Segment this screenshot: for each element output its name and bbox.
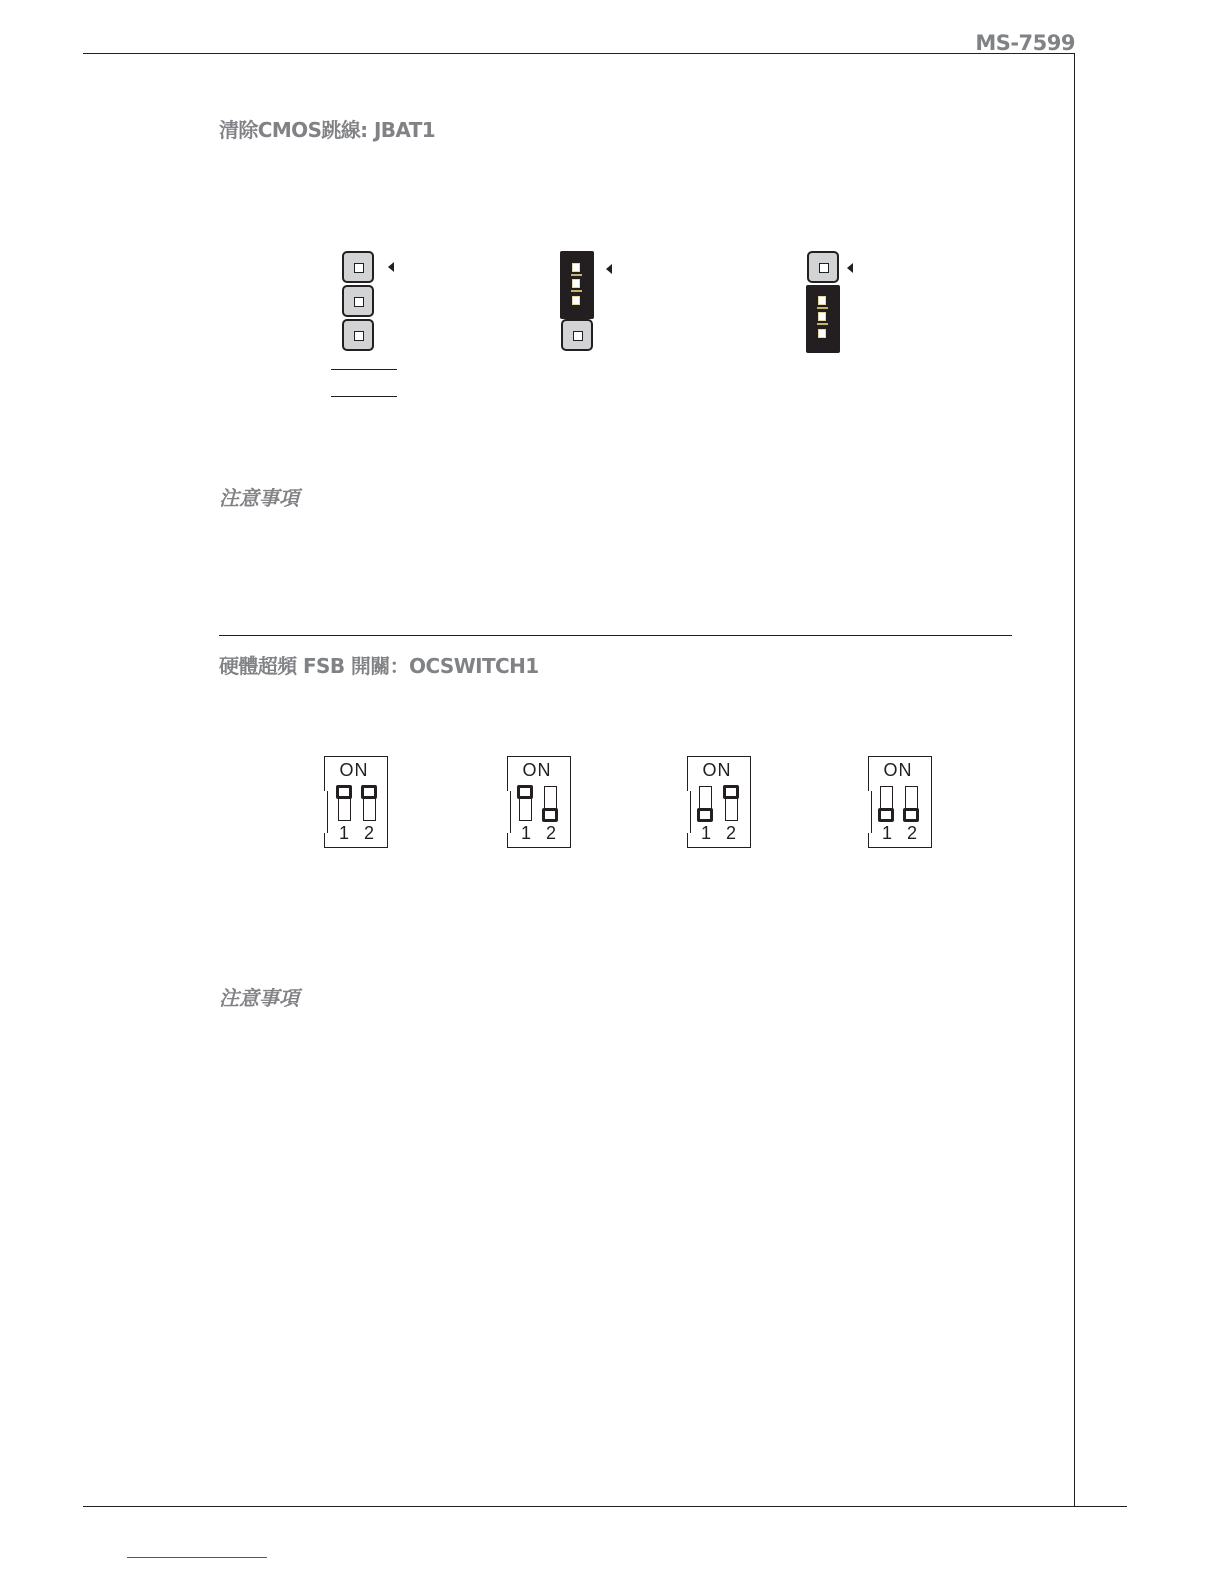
dip-switch-1on-2off (507, 756, 571, 848)
dip-switch-both-on (324, 756, 388, 848)
footer-link-underline[interactable] (127, 1557, 267, 1558)
dip-number-1: 1 (882, 823, 893, 843)
jumper-1-2-capped (560, 251, 620, 361)
jumper-open-underline-bottom (331, 396, 397, 397)
jumper-pin-3 (342, 319, 374, 351)
jumper-pin-1 (807, 251, 839, 283)
dip-knob-off (697, 808, 713, 822)
jumper-open-underline-top (331, 369, 397, 370)
jumper-pin-1 (342, 251, 374, 283)
dip-number-1: 1 (339, 823, 350, 843)
page-edge-rule (1074, 53, 1075, 1507)
jumper-cap (560, 251, 594, 319)
dip-knob-on (517, 785, 533, 799)
dip-on-label: ON (883, 760, 913, 780)
dip-knob-off (878, 808, 894, 822)
jumper-pin-3 (561, 319, 593, 351)
footer-rule (83, 1506, 1127, 1507)
dip-number-1: 1 (701, 823, 712, 843)
dip-slot-2 (905, 786, 918, 821)
dip-on-label: ON (522, 760, 552, 780)
dip-slot-2 (363, 786, 376, 821)
pin1-arrow-icon (847, 263, 853, 273)
dip-number-2: 2 (364, 823, 375, 843)
section-divider (219, 635, 1012, 636)
model-number: MS-7599 (975, 31, 1075, 55)
dip-number-2: 2 (726, 823, 737, 843)
dip-slot-2 (544, 786, 557, 821)
header-rule (83, 53, 1075, 54)
jumper-2-3-capped (806, 251, 866, 361)
note-label-2: 注意事項 (219, 986, 299, 1010)
dip-on-label: ON (702, 760, 732, 780)
dip-slot-1 (699, 786, 712, 821)
jumper-pin-2 (342, 285, 374, 317)
dip-slot-1 (338, 786, 351, 821)
dip-on-label: ON (339, 760, 369, 780)
jumper-open (342, 251, 402, 401)
dip-knob-off (542, 808, 558, 822)
dip-switch-1off-2on (687, 756, 751, 848)
dip-knob-on (361, 785, 377, 799)
note-label-1: 注意事項 (219, 486, 299, 510)
jumper-cap (806, 285, 840, 353)
pin1-arrow-icon (606, 264, 612, 274)
dip-slot-1 (880, 786, 893, 821)
jbat-heading: 清除CMOS跳線: JBAT1 (219, 118, 436, 142)
dip-slot-2 (725, 786, 738, 821)
ocswitch-heading: 硬體超頻 FSB 開關：OCSWITCH1 (219, 654, 539, 678)
dip-switch-both-off (868, 756, 932, 848)
dip-number-2: 2 (907, 823, 918, 843)
dip-number-1: 1 (521, 823, 532, 843)
dip-number-2: 2 (546, 823, 557, 843)
dip-knob-on (723, 785, 739, 799)
dip-knob-off (903, 808, 919, 822)
dip-knob-on (336, 785, 352, 799)
pin1-arrow-icon (388, 262, 394, 272)
dip-slot-1 (519, 786, 532, 821)
